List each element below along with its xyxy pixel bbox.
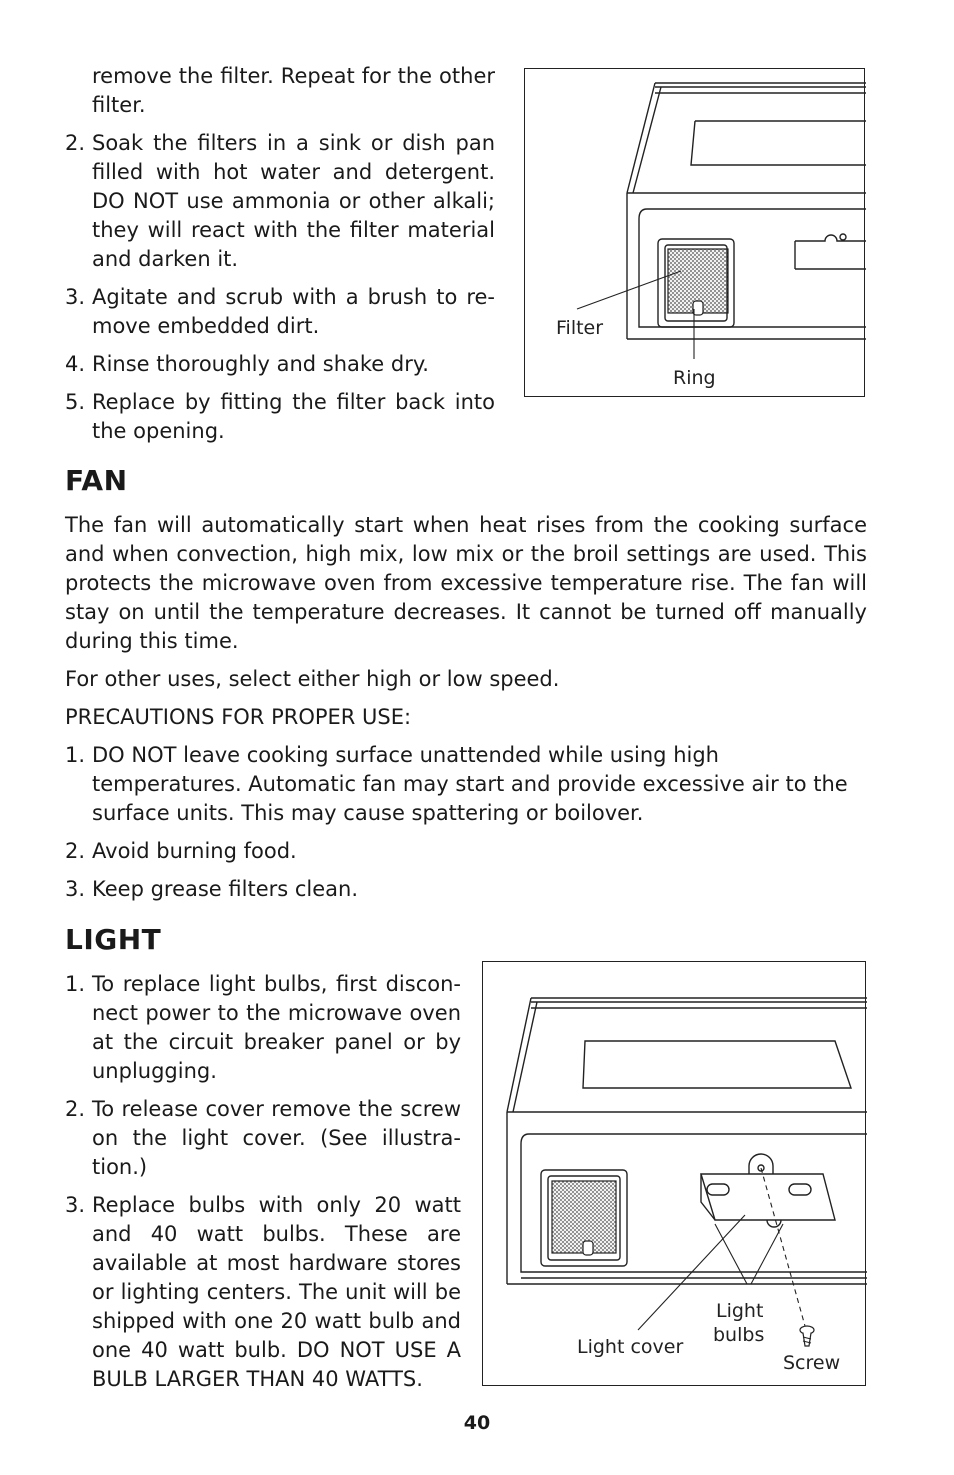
filter-step: 5. Replace by fitting the filter back into the opening.	[65, 390, 495, 443]
light-cover-label: Light cover	[577, 1336, 684, 1358]
light-step: 2. To release cover remove the screw on the light cover. (See illustra-tion.)	[65, 1097, 461, 1179]
light-bulbs-label-line2: bulbs	[713, 1324, 765, 1346]
page-number: 40	[463, 1412, 491, 1434]
light-heading: LIGHT	[65, 923, 162, 956]
precaution-item: 3. Keep grease filters clean.	[65, 877, 359, 901]
filter-step: 3. Agitate and scrub with a brush to re-move embedded dirt.	[65, 285, 495, 338]
filter-illustration	[524, 68, 865, 397]
light-step: 3. Replace bulbs with only 20 watt and 40 watt bulbs. These are available at most hardware stores or lighting centers. The unit will be shipped with one 20 watt bulb and one 40 watt bulb. DO NOT USE A BULB LARGER THAN 40 WATTS.	[65, 1193, 461, 1391]
precaution-item: 2. Avoid burning food.	[65, 839, 297, 863]
screw-icon	[800, 1326, 814, 1346]
light-illustration-drawing	[483, 962, 867, 1387]
light-section	[65, 970, 461, 1394]
filter-cleaning-instructions	[65, 62, 495, 446]
screw-label: Screw	[783, 1352, 841, 1374]
filter-illustration-drawing	[525, 69, 866, 398]
filter-step: 4. Rinse thoroughly and shake dry.	[65, 352, 429, 376]
fan-speed-note: For other uses, select either high or low speed.	[65, 667, 560, 691]
precautions-heading: PRECAUTIONS FOR PROPER USE:	[65, 705, 412, 729]
light-bulbs-label-line1: Light	[716, 1300, 764, 1322]
filter-continuation-text: remove the filter. Repeat for the other filter.	[92, 64, 495, 117]
light-illustration	[482, 961, 866, 1386]
filter-label: Filter	[556, 317, 604, 339]
fan-heading: FAN	[65, 464, 128, 497]
light-step: 1. To replace light bulbs, first discon-nect power to the microwave oven at the circuit breaker panel or by unplugging.	[65, 972, 461, 1083]
fan-section	[65, 511, 867, 904]
filter-step: 2. Soak the filters in a sink or dish pan filled with hot water and detergent. DO NOT use ammonia or other alkali; they will react with the filter material and darken it.	[65, 131, 495, 271]
ring-label: Ring	[673, 367, 716, 389]
precaution-item: 1. DO NOT leave cooking surface unattended while using high temperatures. Automatic fan may start and provide excessive air to the surface units. This may cause spattering or boilover.	[65, 743, 848, 825]
fan-description: The fan will automatically start when heat rises from the cooking surface and when convection, high mix, low mix or the broil settings are used. This protects the microwave oven from excessive temperature rise. The fan will stay on until the temperature decreases. It cannot be turned off manually during this time.	[65, 513, 867, 653]
